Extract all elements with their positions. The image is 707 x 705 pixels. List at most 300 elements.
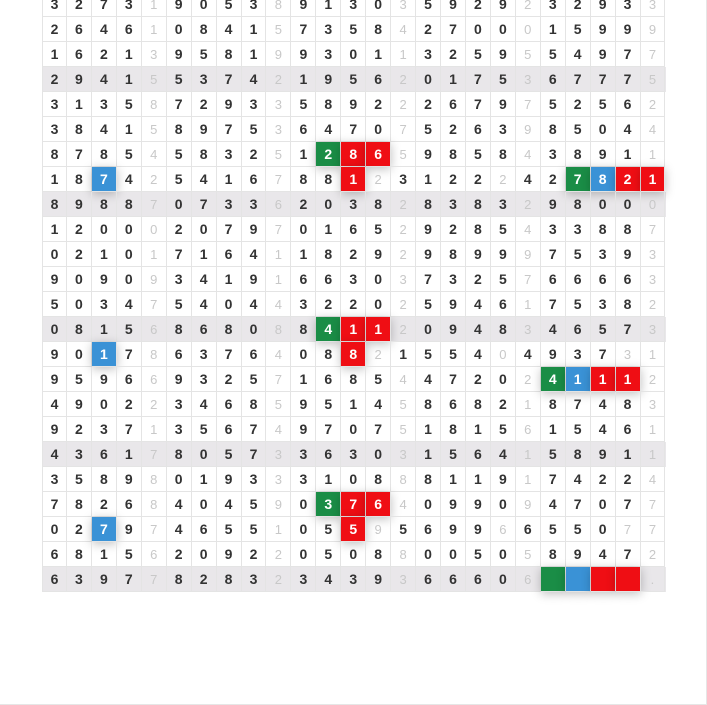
grid-cell: 2 [117,392,142,417]
grid-cell: 9 [491,0,516,17]
grid-cell: 9 [516,117,541,142]
grid-cell: 8 [67,492,92,517]
grid-cell: 7 [541,467,566,492]
grid-cell: 7 [142,442,167,467]
grid-cell: 6 [616,267,641,292]
grid-cell: 9 [291,0,316,17]
grid-cell: 4 [242,292,267,317]
grid-row [42,167,666,192]
red-highlight-cell: 8 [341,342,366,367]
grid-cell: 3 [516,67,541,92]
grid-cell: 7 [192,192,217,217]
grid-cell: 4 [591,542,616,567]
grid-cell: 1 [341,392,366,417]
grid-cell: 9 [42,342,67,367]
grid-cell: 3 [242,567,267,592]
grid-cell: 6 [516,417,541,442]
grid-cell: 2 [266,67,291,92]
grid-cell: 2 [92,492,117,517]
grid-cell: 2 [192,92,217,117]
grid-cell: 4 [541,492,566,517]
grid-cell: 3 [541,142,566,167]
grid-cell: 9 [491,467,516,492]
grid-cell: 4 [92,17,117,42]
grid-cell: 2 [92,42,117,67]
grid-cell: 1 [67,92,92,117]
grid-cell: 2 [466,167,491,192]
grid-cell: 0 [341,467,366,492]
grid-cell: 5 [167,292,192,317]
grid-row [42,267,666,292]
grid-cell: 5 [566,17,591,42]
grid-cell: 8 [42,192,67,217]
grid-row [42,292,666,317]
grid-cell: 2 [366,342,391,367]
grid-cell: 2 [416,17,441,42]
grid-cell: 7 [616,67,641,92]
grid-cell: 8 [416,192,441,217]
grid-cell: 5 [217,517,242,542]
red-highlight-cell: 6 [366,142,391,167]
grid-cell: 7 [341,117,366,142]
grid-cell: 6 [566,317,591,342]
grid-cell: 1 [266,267,291,292]
grid-row [42,567,666,592]
grid-cell: 7 [266,367,291,392]
grid-cell: 3 [341,192,366,217]
grid-cell: 0 [616,192,641,217]
grid-cell: 5 [341,17,366,42]
grid-cell: 2 [466,267,491,292]
grid-cell: 7 [142,517,167,542]
grid-cell: 6 [217,417,242,442]
grid-cell: 6 [117,492,142,517]
grid-cell: 7 [117,342,142,367]
grid-cell: 8 [491,142,516,167]
grid-cell: 8 [192,17,217,42]
grid-cell: 8 [566,192,591,217]
grid-cell: 0 [441,542,466,567]
grid-cell: 7 [641,217,666,242]
grid-cell: 5 [466,542,491,567]
grid-cell: 7 [291,17,316,42]
grid-cell: 4 [466,292,491,317]
grid-cell: 0 [416,67,441,92]
red-highlight-cell: 1 [341,167,366,192]
grid-cell: 2 [516,192,541,217]
grid-cell: 0 [192,542,217,567]
grid-cell: 4 [92,117,117,142]
grid-cell: 8 [142,92,167,117]
grid-cell: 8 [566,142,591,167]
grid-cell: 3 [641,267,666,292]
grid-cell: 1 [466,467,491,492]
blue-highlight-cell: 1 [92,342,117,367]
grid-cell: 7 [142,567,167,592]
grid-cell: 0 [491,542,516,567]
grid-cell: 8 [366,17,391,42]
grid-cell: 9 [167,42,192,67]
grid-cell: 7 [591,67,616,92]
grid-cell: 0 [341,42,366,67]
red-highlight-cell: 7 [341,492,366,517]
grid-cell: 2 [391,67,416,92]
grid-cell: . [641,567,666,592]
grid-cell: 0 [192,492,217,517]
grid-cell: 8 [541,542,566,567]
grid-cell: 2 [491,167,516,192]
grid-cell: 4 [516,142,541,167]
grid-cell: 5 [192,42,217,67]
grid-cell: 2 [516,0,541,17]
grid-cell: 4 [42,392,67,417]
grid-cell: 5 [316,392,341,417]
grid-cell: 2 [441,117,466,142]
grid-cell: 1 [416,417,441,442]
grid-cell: 6 [117,17,142,42]
green-highlight-cell: 2 [316,142,341,167]
grid-cell: 3 [42,92,67,117]
grid-cell: 8 [441,417,466,442]
grid-cell: 2 [616,467,641,492]
grid-cell: 4 [266,342,291,367]
grid-cell: 9 [266,42,291,67]
grid-cell: 1 [391,342,416,367]
grid-cell: 1 [192,242,217,267]
grid-cell: 9 [67,392,92,417]
grid-cell: 1 [641,442,666,467]
red-highlight-cell: 1 [591,367,616,392]
grid-cell: 0 [491,17,516,42]
grid-cell: 8 [167,567,192,592]
grid-row [42,367,666,392]
grid-cell: 2 [391,317,416,342]
grid-cell: 2 [541,167,566,192]
grid-cell: 3 [242,0,267,17]
grid-cell: 3 [192,367,217,392]
grid-cell: 0 [416,542,441,567]
grid-cell: 0 [491,567,516,592]
grid-cell: 1 [316,217,341,242]
grid-cell: 2 [142,167,167,192]
grid-cell: 5 [142,117,167,142]
grid-cell: 5 [316,517,341,542]
grid-cell: 4 [217,492,242,517]
grid-cell: 2 [67,217,92,242]
grid-cell: 3 [167,392,192,417]
grid-cell: 1 [541,417,566,442]
blue-highlight-cell [566,567,591,592]
grid-cell: 9 [92,367,117,392]
grid-cell: 3 [167,417,192,442]
grid-cell: 0 [591,492,616,517]
grid-cell: 2 [341,292,366,317]
number-grid [42,0,666,592]
grid-cell: 2 [67,417,92,442]
grid-cell: 8 [291,317,316,342]
grid-cell: 7 [142,192,167,217]
grid-cell: 3 [641,392,666,417]
grid-cell: 8 [316,167,341,192]
blue-highlight-cell: 1 [566,367,591,392]
grid-cell: 5 [167,142,192,167]
grid-cell: 6 [316,267,341,292]
grid-cell: 5 [541,42,566,67]
grid-cell: 1 [217,167,242,192]
grid-cell: 7 [217,117,242,142]
grid-cell: 5 [217,0,242,17]
grid-cell: 8 [291,167,316,192]
grid-cell: 5 [117,542,142,567]
grid-cell: 9 [441,292,466,317]
grid-cell: 6 [466,567,491,592]
grid-cell: 9 [591,0,616,17]
grid-cell: 9 [291,392,316,417]
grid-cell: 1 [391,42,416,67]
grid-cell: 0 [491,367,516,392]
grid-cell: 2 [441,217,466,242]
grid-cell: 2 [341,242,366,267]
grid-cell: 8 [466,217,491,242]
grid-cell: 8 [591,217,616,242]
grid-cell: 4 [466,317,491,342]
grid-cell: 4 [591,417,616,442]
grid-cell: 7 [566,392,591,417]
grid-cell: 6 [516,517,541,542]
grid-cell: 3 [491,192,516,217]
grid-cell: 0 [366,0,391,17]
grid-cell: 0 [416,492,441,517]
grid-cell: 2 [566,0,591,17]
grid-cell: 8 [616,292,641,317]
grid-cell: 2 [67,517,92,542]
grid-cell: 8 [167,442,192,467]
grid-cell: 8 [67,542,92,567]
grid-cell: 9 [217,467,242,492]
grid-cell: 0 [117,217,142,242]
grid-cell: 4 [266,292,291,317]
grid-cell: 1 [291,142,316,167]
grid-cell: 3 [242,467,267,492]
grid-cell: 7 [616,492,641,517]
grid-cell: 9 [541,192,566,217]
grid-cell: 4 [192,267,217,292]
grid-cell: 0 [67,342,92,367]
grid-cell: 9 [416,142,441,167]
grid-cell: 4 [391,367,416,392]
grid-cell: 5 [466,42,491,67]
grid-cell: 2 [441,167,466,192]
red-highlight-cell: 1 [616,367,641,392]
grid-cell: 8 [67,117,92,142]
grid-cell: 3 [217,192,242,217]
grid-cell: 3 [92,92,117,117]
grid-cell: 7 [42,492,67,517]
grid-cell: 1 [42,42,67,67]
grid-cell: 2 [167,217,192,242]
grid-cell: 9 [616,242,641,267]
grid-cell: 3 [641,0,666,17]
grid-cell: 9 [441,317,466,342]
grid-cell: 5 [341,67,366,92]
grid-cell: 1 [266,517,291,542]
grid-cell: 3 [391,442,416,467]
green-highlight-cell: 3 [316,492,341,517]
grid-cell: 3 [242,92,267,117]
grid-cell: 1 [516,392,541,417]
grid-cell: 6 [67,42,92,67]
grid-cell: 2 [167,542,192,567]
grid-cell: 7 [266,217,291,242]
grid-cell: 3 [541,0,566,17]
grid-cell: 3 [266,117,291,142]
grid-cell: 0 [366,442,391,467]
grid-cell: 8 [566,442,591,467]
grid-cell: 1 [142,417,167,442]
grid-cell: 5 [641,67,666,92]
grid-cell: 3 [516,317,541,342]
grid-cell: 8 [391,542,416,567]
grid-cell: 7 [217,217,242,242]
grid-cell: 0 [42,517,67,542]
grid-cell: 6 [416,567,441,592]
grid-cell: 9 [466,242,491,267]
grid-cell: 2 [242,142,267,167]
grid-row [42,467,666,492]
grid-cell: 7 [616,542,641,567]
grid-cell: 0 [67,267,92,292]
grid-cell: 6 [466,117,491,142]
grid-cell: 3 [167,267,192,292]
grid-cell: 8 [242,392,267,417]
grid-cell: 0 [366,292,391,317]
grid-cell: 0 [591,117,616,142]
grid-row [42,192,666,217]
grid-cell: 7 [566,67,591,92]
green-highlight-cell [541,567,566,592]
grid-cell: 9 [217,92,242,117]
grid-cell: 3 [42,117,67,142]
grid-cell: 0 [192,217,217,242]
grid-cell: 4 [566,467,591,492]
grid-cell: 8 [92,467,117,492]
grid-cell: 3 [42,467,67,492]
grid-cell: 5 [391,392,416,417]
grid-cell: 3 [616,0,641,17]
grid-cell: 5 [466,142,491,167]
grid-cell: 3 [341,442,366,467]
grid-cell: 1 [92,317,117,342]
grid-cell: 6 [42,542,67,567]
green-highlight-cell: 4 [316,317,341,342]
grid-cell: 8 [366,467,391,492]
grid-cell: 5 [266,142,291,167]
grid-cell: 4 [541,317,566,342]
grid-cell: 7 [67,142,92,167]
grid-cell: 0 [491,342,516,367]
grid-cell: 1 [416,442,441,467]
grid-cell: 3 [92,417,117,442]
grid-cell: 8 [142,467,167,492]
grid-cell: 9 [42,267,67,292]
grid-cell: 1 [641,417,666,442]
grid-cell: 3 [591,292,616,317]
grid-cell: 4 [192,167,217,192]
grid-cell: 1 [92,242,117,267]
grid-cell: 4 [316,117,341,142]
grid-cell: 5 [591,317,616,342]
grid-cell: 0 [341,542,366,567]
grid-cell: 0 [42,317,67,342]
grid-cell: 2 [242,542,267,567]
grid-cell: 5 [167,67,192,92]
grid-cell: 0 [491,492,516,517]
grid-cell: 4 [266,417,291,442]
grid-cell: 8 [67,317,92,342]
grid-cell: 8 [466,192,491,217]
grid-cell: 3 [616,342,641,367]
grid-cell: 4 [516,167,541,192]
grid-cell: 9 [92,567,117,592]
grid-cell: 8 [616,217,641,242]
grid-cell: 8 [541,392,566,417]
grid-cell: 5 [491,67,516,92]
grid-cell: 9 [491,92,516,117]
grid-cell: 2 [266,567,291,592]
grid-cell: 4 [516,217,541,242]
grid-cell: 5 [167,167,192,192]
grid-cell: 6 [441,567,466,592]
grid-cell: 1 [616,442,641,467]
grid-cell: 0 [242,317,267,342]
grid-cell: 4 [42,442,67,467]
grid-cell: 9 [591,17,616,42]
grid-cell: 6 [266,192,291,217]
grid-cell: 0 [92,217,117,242]
grid-cell: 0 [291,492,316,517]
grid-cell: 9 [192,117,217,142]
red-highlight-cell [591,567,616,592]
grid-cell: 6 [491,292,516,317]
grid-cell: 3 [192,342,217,367]
grid-cell: 5 [416,342,441,367]
grid-cell: 1 [142,0,167,17]
grid-cell: 3 [142,42,167,67]
grid-cell: 1 [416,167,441,192]
grid-cell: 5 [566,417,591,442]
grid-row [42,417,666,442]
grid-cell: 8 [366,542,391,567]
grid-cell: 9 [591,42,616,67]
grid-cell: 2 [67,0,92,17]
grid-cell: 5 [491,417,516,442]
grid-cell: 1 [641,342,666,367]
grid-cell: 7 [167,92,192,117]
grid-cell: 7 [591,342,616,367]
grid-cell: 8 [142,342,167,367]
grid-row [42,442,666,467]
grid-cell: 7 [316,417,341,442]
grid-cell: 5 [491,217,516,242]
grid-cell: 4 [92,67,117,92]
grid-cell: 5 [117,317,142,342]
grid-cell: 6 [541,67,566,92]
grid-cell: 0 [291,342,316,367]
grid-cell: 9 [591,442,616,467]
grid-cell: 8 [616,392,641,417]
grid-cell: 9 [242,267,267,292]
grid-cell: 7 [117,417,142,442]
